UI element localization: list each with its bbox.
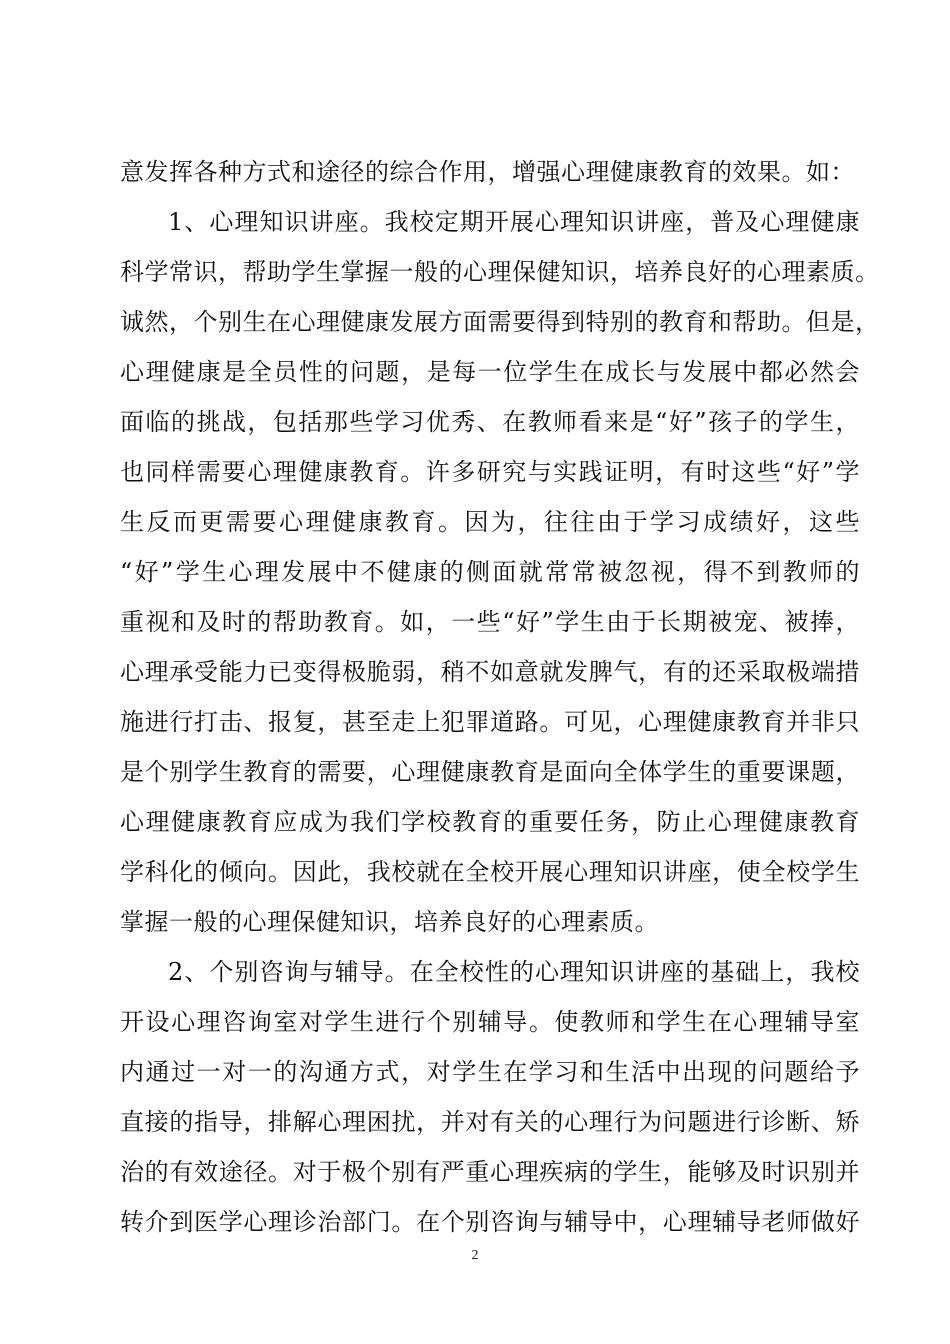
text-line: “好”学生心理发展中不健康的侧面就常常被忽视，得不到教师的 [120, 558, 860, 586]
text-line: 1、心理知识讲座。我校定期开展心理知识讲座，普及心理健康 [168, 208, 860, 236]
text-line: 施进行打击、报复，甚至走上犯罪道路。可见，心理健康教育并非只 [120, 708, 860, 736]
text-line: 内通过一对一的沟通方式，对学生在学习和生活中出现的问题给予 [120, 1058, 860, 1086]
text-line: 也同样需要心理健康教育。许多研究与实践证明，有时这些“好”学 [120, 458, 860, 486]
text-line: 意发挥各种方式和途径的综合作用，增强心理健康教育的效果。如： [120, 158, 855, 186]
text-line: 治的有效途径。对于极个别有严重心理疾病的学生，能够及时识别并 [120, 1158, 860, 1186]
text-line: 科学常识，帮助学生掌握一般的心理保健知识，培养良好的心理素质。 [120, 258, 880, 286]
page-number: 2 [471, 1248, 479, 1263]
text-line: 转介到医学心理诊治部门。在个别咨询与辅导中，心理辅导老师做好 [120, 1208, 860, 1236]
text-line: 心理承受能力已变得极脆弱，稍不如意就发脾气，有的还采取极端措 [120, 658, 860, 686]
text-line: 2、个别咨询与辅导。在全校性的心理知识讲座的基础上，我校 [168, 958, 860, 986]
text-line: 心理健康是全员性的问题，是每一位学生在成长与发展中都必然会 [120, 358, 860, 386]
text-line: 重视和及时的帮助教育。如，一些“好”学生由于长期被宠、被捧， [120, 608, 860, 636]
text-line: 生反而更需要心理健康教育。因为，往往由于学习成绩好，这些 [120, 508, 860, 536]
text-line: 学科化的倾向。因此，我校就在全校开展心理知识讲座，使全校学生 [120, 858, 860, 886]
text-line: 是个别学生教育的需要，心理健康教育是面向全体学生的重要课题， [120, 758, 860, 786]
text-line: 诚然，个别生在心理健康发展方面需要得到特别的教育和帮助。但是， [120, 308, 880, 336]
text-line: 直接的指导，排解心理困扰，并对有关的心理行为问题进行诊断、矫 [120, 1108, 860, 1136]
text-line: 心理健康教育应成为我们学校教育的重要任务，防止心理健康教育 [120, 808, 860, 836]
text-line: 开设心理咨询室对学生进行个别辅导。使教师和学生在心理辅导室 [120, 1008, 860, 1036]
text-line: 掌握一般的心理保健知识，培养良好的心理素质。 [120, 908, 659, 936]
text-line: 面临的挑战，包括那些学习优秀、在教师看来是“好”孩子的学生， [120, 408, 860, 436]
